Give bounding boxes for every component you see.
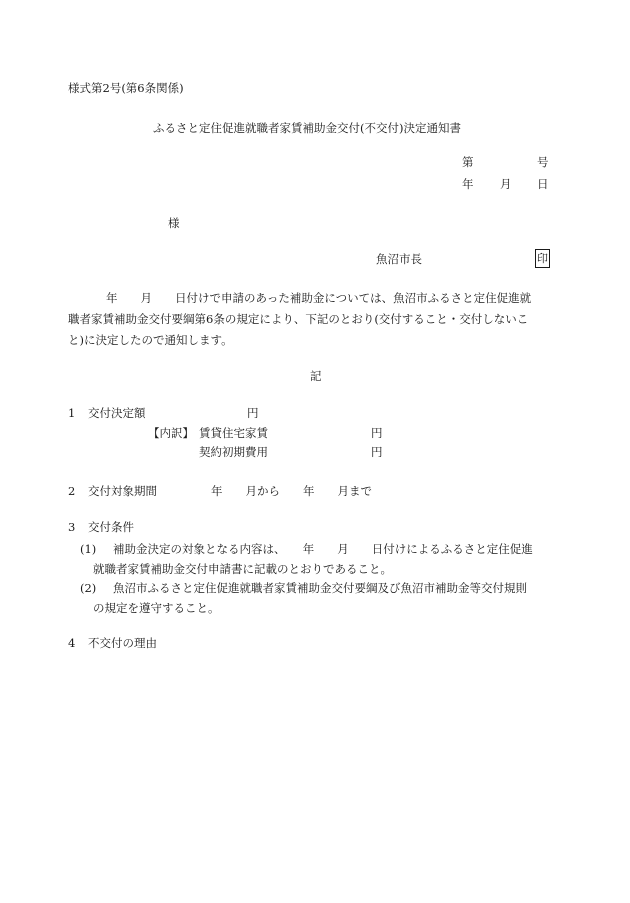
item2-label: 交付対象期間 [88,484,157,498]
condition2-line-2: の規定を遵守すること。 [93,601,220,615]
item4-label: 不交付の理由 [88,636,157,650]
ki-heading: 記 [310,369,322,383]
date-year: 年 [462,177,474,191]
recipient-suffix: 様 [168,216,180,230]
condition1-number: (1) [80,542,97,556]
doc-number-go: 号 [537,155,549,169]
item4-number: 4 [68,636,76,650]
initial-cost-yen: 円 [371,445,383,459]
breakdown-label: 【内訳】 [148,426,194,440]
doc-number-dai: 第 [462,155,474,169]
form-label: 様式第2号(第6条関係) [68,81,184,95]
condition2-number: (2) [80,581,97,595]
rent-label: 賃貸住宅家賃 [199,426,268,440]
issuer-name: 魚沼市長 [376,252,422,266]
item3-label: 交付条件 [88,520,134,534]
condition2-line-1: 魚沼市ふるさと定住促進就職者家賃補助金交付要綱及び魚沼市補助金等交付規則 [113,581,527,595]
body-line-2: 職者家賃補助金交付要綱第6条の規定により、下記のとおり(交付すること・交付しないこ [68,312,529,326]
body-line-1: 年 月 日付けで申請のあった補助金については、魚沼市ふるさと定住促進就 [106,291,532,305]
document-title: ふるさと定住促進就職者家賃補助金交付(不交付)決定通知書 [153,121,461,135]
item3-number: 3 [68,520,76,534]
item1-number: 1 [68,406,76,420]
item2-number: 2 [68,484,76,498]
date-day: 日 [537,177,549,191]
rent-yen: 円 [371,426,383,440]
condition1-line-2: 就職者家賃補助金交付申請書に記載のとおりであること。 [93,562,392,576]
date-month: 月 [500,177,512,191]
item2-period: 年 月から 年 月まで [211,484,372,498]
item1-label: 交付決定額 [88,406,146,420]
body-line-3: と)に決定したので通知します。 [68,333,233,347]
seal-stamp: 印 [535,249,550,268]
initial-cost-label: 契約初期費用 [199,445,268,459]
item1-yen: 円 [247,406,259,420]
condition1-line-1: 補助金決定の対象となる内容は、 年 月 日付けによるふるさと定住促進 [113,542,533,556]
